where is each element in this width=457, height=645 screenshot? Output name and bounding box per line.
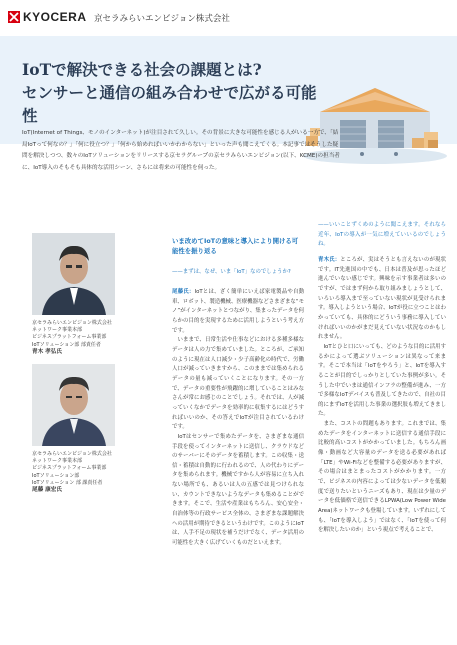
speaker-label: 青木氏：: [318, 256, 341, 263]
company-name: 京セラみらいエンビジョン株式会社: [94, 14, 230, 24]
portrait-photo-bito: [32, 364, 115, 446]
column-body: ところが、実はそうとも言えないのが現状です。IT先進国の中でも、日本は普及が思ったほど進んでいない感じです。興味を示す事業者は多いのですが、ではまず何から取り組みましょうとして、いろいろ導入まで至っていない現状が見受けられます。導入しようという場合、IoTが役に立つことはわかっていても、具体的にどういう事務に導入していければいいのかがまだ見えていない状況なのかもしれません。 IoTとひと口にいっても、どのような目的に活用するかによって選ぶソリューションは異なって来ます。そこで本当は「IoTをやろう」と、IoTを導入することが目的でしっかりとしていた事例が多い。そうした中でいまは通信インフラの整備が進み、一方で多様なIoTデバイスも普及してきたので、自社の目的にまずIoTを活用した事業の選択肢も増えてきました。 また、コストの問題もあります。これまでは、集めたデータをインターネットに送信する通信手段に比較的高いコストがかかっていました。もちろん画像・動画など大容量のデータを送る必要があれば「LTE」やWi-Fiなどを整備する必要がありますが、その場合はまとまったコストがかかります。一方で、ビジネスの内容によっては少ないデータを低頻度で送りたいというニーズもあり、現在は少量のデータを低価格で送信できるLPWA(Low Power Wide Area)ネットワークも登場しています。いずれにしても、「IoTを導入しよう」ではなく、「IoTを使って何を解決したいのか」という視点で考えることで、: [318, 256, 446, 534]
caption-company: 京セラみらいエンビジョン株式会社: [32, 451, 112, 457]
caption-dept: IoTソリューション部: [32, 472, 80, 479]
speaker-label: 尾藤氏：: [172, 289, 195, 295]
caption-bito: [32, 451, 144, 494]
caption-aoki: [32, 320, 144, 356]
caption-dept: ネットワーク事業本部: [32, 458, 83, 465]
question-line: ——まずは、なぜ、いま「IoT」なのでしょうか?: [172, 269, 291, 275]
article-column-2: [318, 221, 446, 536]
logo-text: KYOCERA: [23, 10, 87, 24]
caption-dept: ビジネスプラットフォーム事業部: [32, 334, 107, 341]
portrait-photo-aoki: [32, 233, 115, 315]
kyocera-mark-icon: [8, 11, 20, 23]
caption-dept: ビジネスプラットフォーム事業部: [32, 465, 107, 472]
kyocera-logo[interactable]: [8, 10, 87, 24]
caption-dept: IoTソリューション 部 課責任者: [32, 479, 103, 486]
column-body: IoTとは、ざく簡単にいえば家電製品や自動車、ロボット、製造機械、医療機器などさまざまな“モノ”がインターネットとつながり、集まったデータを何らかの目的を実現するために活用しようという考え方です。 いままで、日常生活や仕事などにおける多種多様なデータは人の力で集めていました。ところが、ご承知のように現在は人口減少・少子高齢化の時代で、労働人口が減っていきますから、このままでは集められるデータの量も減っていくことになります。その一方で、データの重要性が飛躍的に増していることはみなさんが常にお感じのことでしょう。それでは、人が減っていくなかでデータを効率的に収集するにはどうすればいいのか、その答えでIoTが注目されているわけです。 IoTはセンサーで集めたデータを、さまざまな通信手段を使ってインターネットに送信し、クラウドなどのサーバーにそのデータを蓄積します。この収集・送信・蓄積は自動的に行われるので、人の代わりにデータを集められます。機械ですから人が容易に立ち入れない場所でも、あるいは人の五感では見つけられない、カウントできないようなデータも集めることができます。そこで、生活や産業はもちろん、安心安全・自治体等の行政サービス全体の、さまざまな課題解決への活用が期待できるというわけです。このようにIoTは、人手不足の現状を補うだけでなく、データ活用の可能性を大きく広げていくものだといえます。: [172, 289, 304, 547]
page-title: [22, 58, 322, 127]
caption-dept: ネットワーク事業本部: [32, 327, 83, 334]
section-subheading: いま改めてIoTの意味と導入により開ける可能性を振り返る: [172, 237, 299, 255]
caption-name: 尾藤 康宏氏: [32, 487, 62, 494]
intro-paragraph: IoT(Internet of Things、モノのインターネット)が注目されて久しい。その背景に大きな可能性を感じる人がいる一方で、「結局IoTって何なの？」「何に役立つ？」「何から始めればいいかわからない」といった声も聞こえてくる。本記事ではそうした疑問を解決しつつ、数々のIoTソリューションをリリースする京セラグループの京セラみらいエンビジョン(以下、KCME)の担当者に、IoT導入のそもそも具体的な活用シーン、さらには将来の可能性を伺った。: [22, 130, 340, 171]
question-line: ——いいことずくめのように聞こえます。それなら近年、IoTの導入が一気に増えていいるのでしょうね。: [318, 222, 446, 248]
caption-company: 京セラみらいエンビジョン株式会社: [32, 320, 112, 326]
page-header: [0, 0, 457, 36]
caption-name: 青木 孝弘氏: [32, 348, 62, 355]
title-line-2: センサーと通信の組み合わせで広がる可能性: [22, 83, 317, 125]
caption-dept: IoTソリューション部 部責任者: [32, 341, 101, 348]
title-line-1: IoTで解決できる社会の課題とは?: [22, 60, 262, 79]
article-column-1: [172, 288, 304, 549]
